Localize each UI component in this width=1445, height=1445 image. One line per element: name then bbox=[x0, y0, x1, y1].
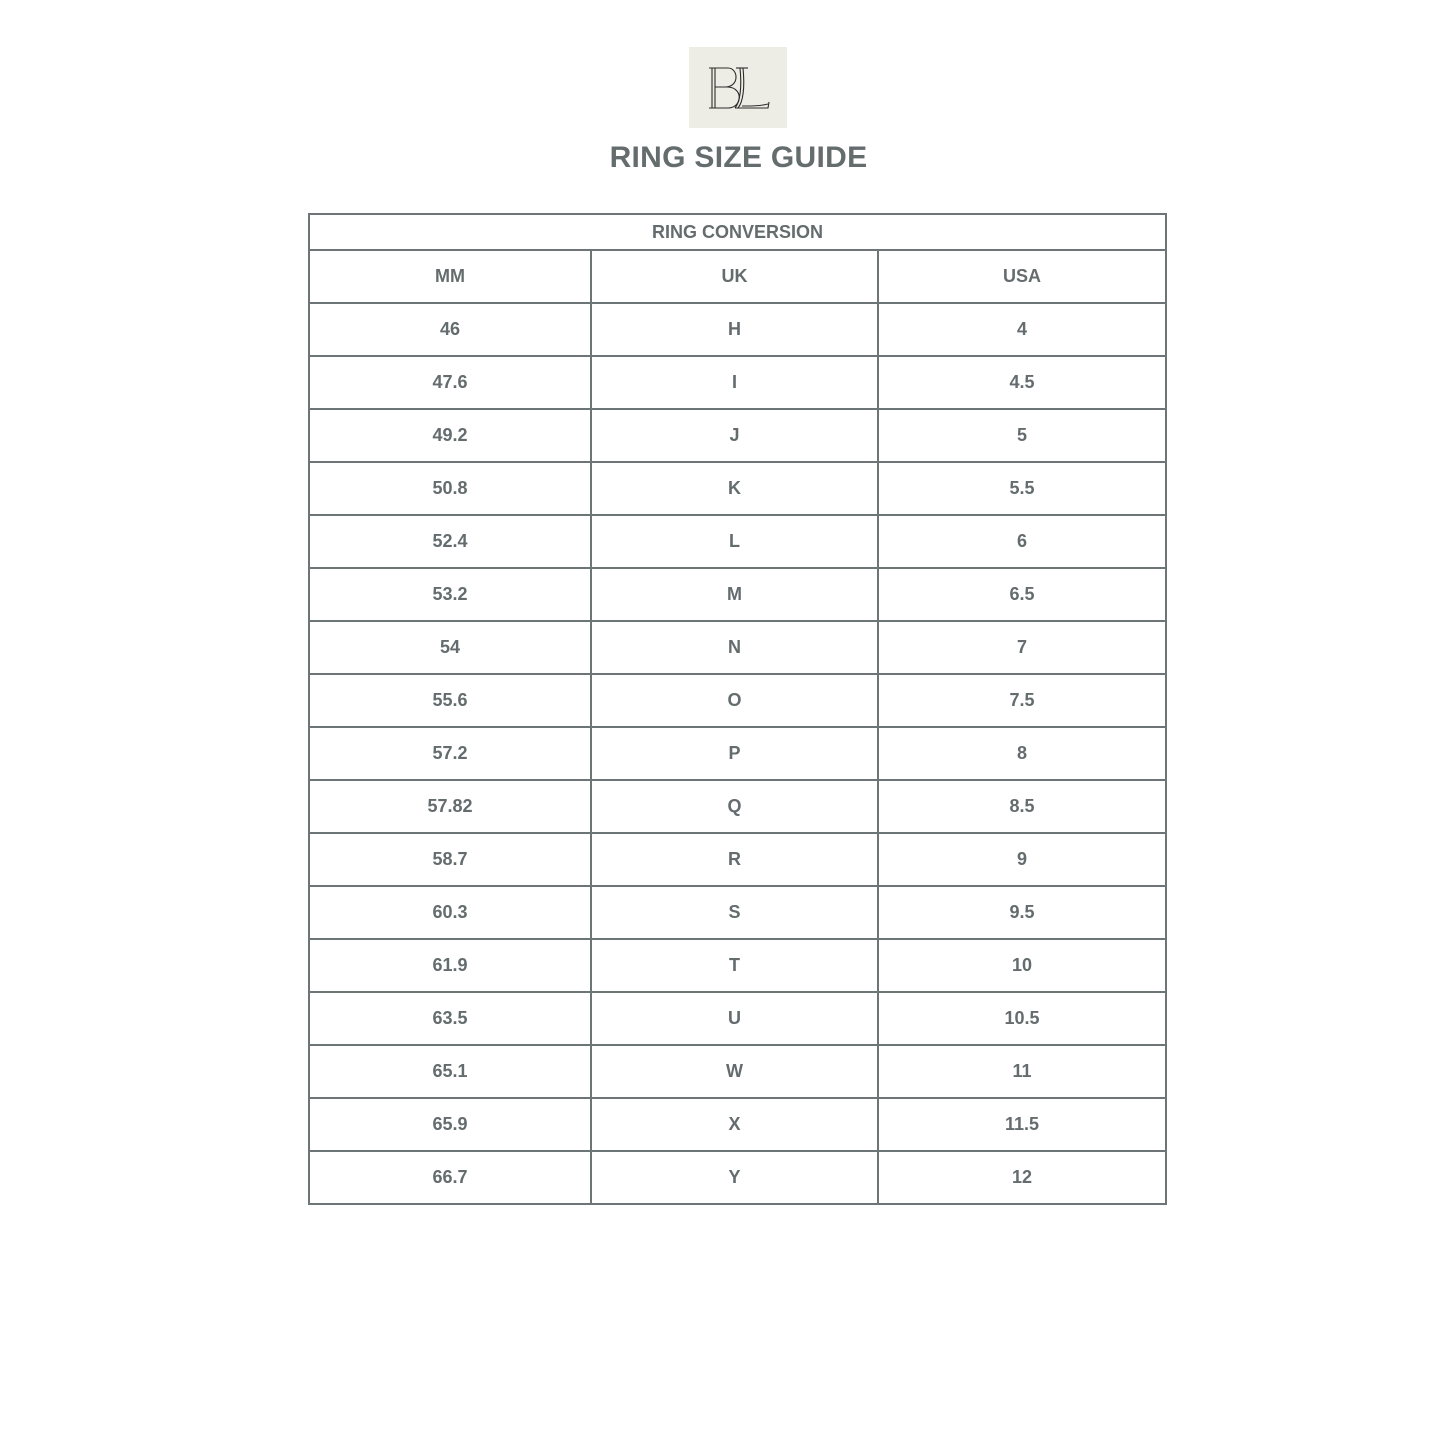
uk-cell: X bbox=[591, 1098, 878, 1151]
usa-cell: 4 bbox=[878, 303, 1166, 356]
mm-cell: 63.5 bbox=[309, 992, 591, 1045]
mm-cell: 60.3 bbox=[309, 886, 591, 939]
table-header-row bbox=[309, 250, 1166, 303]
table-row bbox=[309, 621, 1166, 674]
table-row bbox=[309, 1045, 1166, 1098]
mm-cell: 54 bbox=[309, 621, 591, 674]
usa-cell: 7.5 bbox=[878, 674, 1166, 727]
table-row bbox=[309, 674, 1166, 727]
mm-cell: 47.6 bbox=[309, 356, 591, 409]
mm-cell: 65.1 bbox=[309, 1045, 591, 1098]
usa-cell: 10.5 bbox=[878, 992, 1166, 1045]
mm-cell: 55.6 bbox=[309, 674, 591, 727]
table-row bbox=[309, 886, 1166, 939]
uk-cell: R bbox=[591, 833, 878, 886]
table-row bbox=[309, 992, 1166, 1045]
column-header-mm: MM bbox=[309, 250, 591, 303]
ring-conversion-table bbox=[308, 213, 1167, 1205]
mm-cell: 49.2 bbox=[309, 409, 591, 462]
table-caption-row bbox=[309, 214, 1166, 250]
uk-cell: W bbox=[591, 1045, 878, 1098]
column-header-usa: USA bbox=[878, 250, 1166, 303]
mm-cell: 53.2 bbox=[309, 568, 591, 621]
mm-cell: 65.9 bbox=[309, 1098, 591, 1151]
table-row bbox=[309, 1098, 1166, 1151]
usa-cell: 11 bbox=[878, 1045, 1166, 1098]
usa-cell: 10 bbox=[878, 939, 1166, 992]
usa-cell: 8.5 bbox=[878, 780, 1166, 833]
mm-cell: 57.2 bbox=[309, 727, 591, 780]
uk-cell: U bbox=[591, 992, 878, 1045]
usa-cell: 5 bbox=[878, 409, 1166, 462]
mm-cell: 58.7 bbox=[309, 833, 591, 886]
uk-cell: J bbox=[591, 409, 878, 462]
usa-cell: 7 bbox=[878, 621, 1166, 674]
usa-cell: 12 bbox=[878, 1151, 1166, 1204]
usa-cell: 5.5 bbox=[878, 462, 1166, 515]
uk-cell: L bbox=[591, 515, 878, 568]
table-row bbox=[309, 833, 1166, 886]
uk-cell: I bbox=[591, 356, 878, 409]
mm-cell: 61.9 bbox=[309, 939, 591, 992]
uk-cell: K bbox=[591, 462, 878, 515]
uk-cell: N bbox=[591, 621, 878, 674]
usa-cell: 6 bbox=[878, 515, 1166, 568]
table-row bbox=[309, 1151, 1166, 1204]
column-header-uk: UK bbox=[591, 250, 878, 303]
uk-cell: S bbox=[591, 886, 878, 939]
table-row bbox=[309, 462, 1166, 515]
mm-cell: 50.8 bbox=[309, 462, 591, 515]
table-row bbox=[309, 780, 1166, 833]
uk-cell: O bbox=[591, 674, 878, 727]
mm-cell: 57.82 bbox=[309, 780, 591, 833]
uk-cell: T bbox=[591, 939, 878, 992]
mm-cell: 66.7 bbox=[309, 1151, 591, 1204]
table-row bbox=[309, 568, 1166, 621]
usa-cell: 9.5 bbox=[878, 886, 1166, 939]
brand-logo bbox=[689, 47, 787, 128]
usa-cell: 6.5 bbox=[878, 568, 1166, 621]
uk-cell: H bbox=[591, 303, 878, 356]
uk-cell: Q bbox=[591, 780, 878, 833]
table-caption: RING CONVERSION bbox=[309, 214, 1166, 250]
mm-cell: 52.4 bbox=[309, 515, 591, 568]
table-row bbox=[309, 727, 1166, 780]
table-row bbox=[309, 515, 1166, 568]
bl-monogram-icon bbox=[702, 62, 774, 114]
mm-cell: 46 bbox=[309, 303, 591, 356]
uk-cell: Y bbox=[591, 1151, 878, 1204]
uk-cell: M bbox=[591, 568, 878, 621]
table-row bbox=[309, 356, 1166, 409]
page-title: RING SIZE GUIDE bbox=[609, 141, 868, 174]
table-row bbox=[309, 303, 1166, 356]
usa-cell: 11.5 bbox=[878, 1098, 1166, 1151]
usa-cell: 9 bbox=[878, 833, 1166, 886]
table-row bbox=[309, 409, 1166, 462]
usa-cell: 4.5 bbox=[878, 356, 1166, 409]
uk-cell: P bbox=[591, 727, 878, 780]
usa-cell: 8 bbox=[878, 727, 1166, 780]
table-row bbox=[309, 939, 1166, 992]
